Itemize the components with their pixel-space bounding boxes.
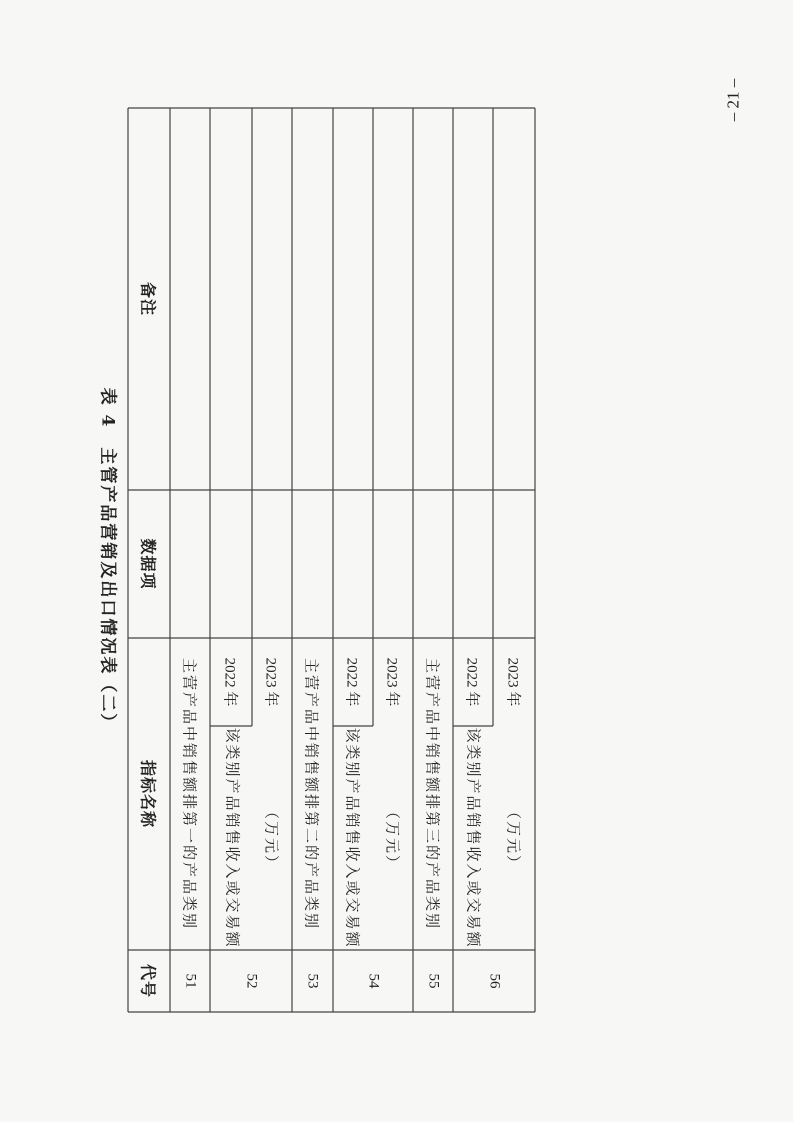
year-2022: 2022 年 — [463, 657, 480, 707]
row-label: 主营产品中销售额排第二的产品类别 — [302, 657, 321, 931]
year-2022: 2022 年 — [343, 657, 360, 707]
table-title: 表 4 主管产品营销及出口情况表（二） — [97, 387, 118, 733]
header-code: 代号 — [138, 963, 158, 999]
row-label-line1: 该类别产品销售收入或交易额 — [343, 727, 362, 949]
row-code: 54 — [365, 973, 382, 989]
row-label-line2: （万元） — [383, 803, 402, 873]
header-data: 数据项 — [138, 538, 158, 590]
row-label-line1: 该类别产品销售收入或交易额 — [464, 727, 483, 949]
year-2023: 2023 年 — [262, 657, 279, 707]
row-code: 51 — [182, 973, 199, 989]
header-indicator: 指标名称 — [138, 759, 158, 829]
row-label: 主营产品中销售额排第三的产品类别 — [423, 657, 442, 931]
row-code: 55 — [425, 973, 442, 989]
row-code: 56 — [486, 973, 503, 989]
year-2022: 2022 年 — [221, 657, 238, 707]
header-remark: 备注 — [138, 281, 158, 317]
row-code: 52 — [243, 973, 260, 989]
page-number: – 21 – — [723, 78, 743, 122]
row-label-line1: 该类别产品销售收入或交易额 — [223, 727, 242, 949]
year-2023: 2023 年 — [504, 657, 521, 707]
row-code: 53 — [304, 973, 321, 989]
row-label-line2: （万元） — [504, 803, 523, 873]
row-label-line2: （万元） — [262, 803, 281, 873]
row-label: 主营产品中销售额排第一的产品类别 — [180, 657, 199, 931]
year-2023: 2023 年 — [383, 657, 400, 707]
